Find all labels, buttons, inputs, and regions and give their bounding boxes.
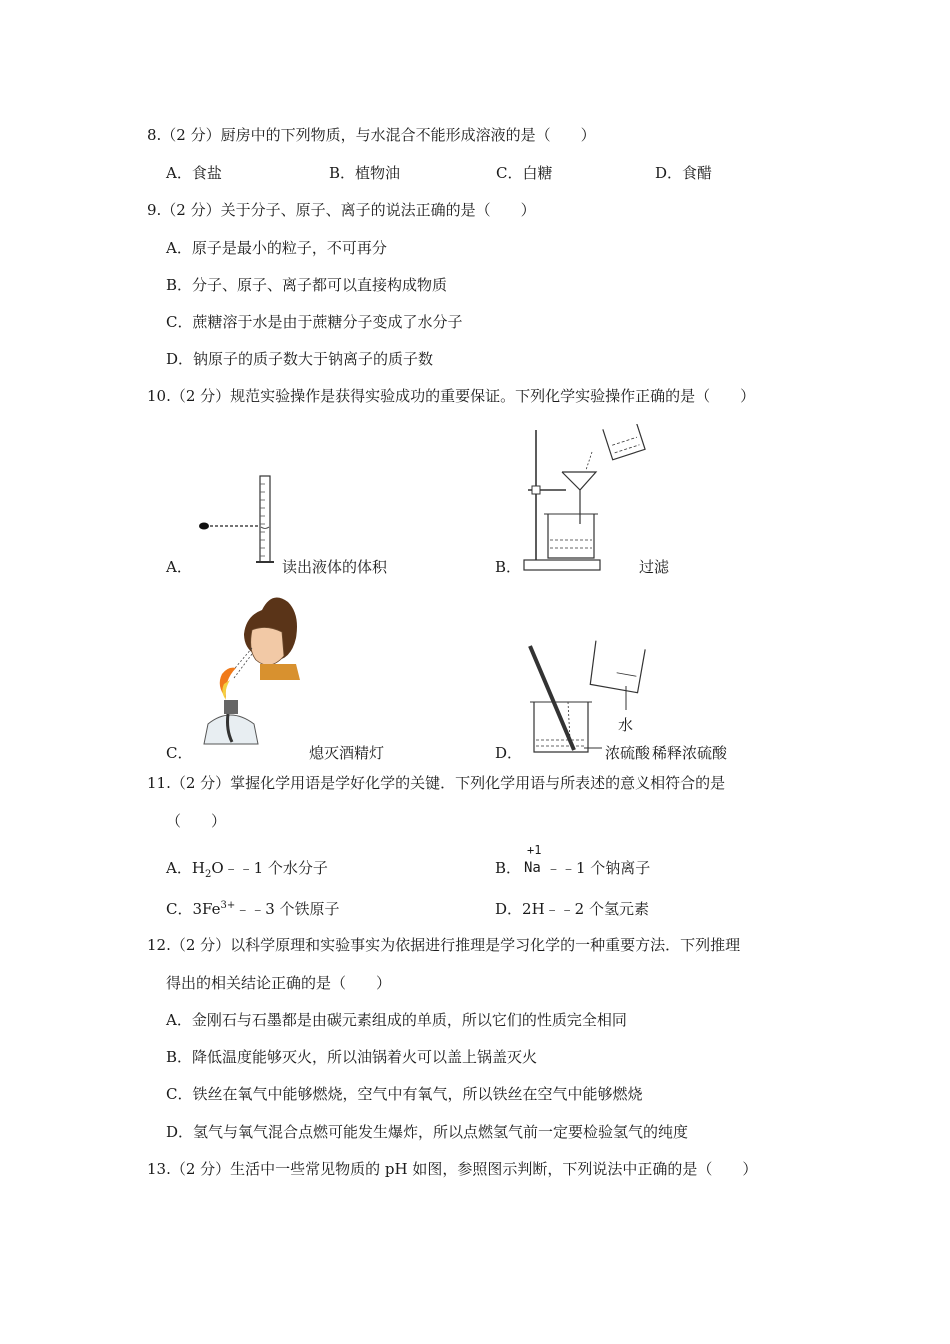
q11-option-a-letter: A．	[166, 859, 192, 877]
q12-option-d: D．氢气与氧气混合点燃可能发生爆炸，所以点燃氢气前一定要检验氢气的纯度	[166, 1123, 689, 1141]
q12-option-b: B．降低温度能够灭火，所以油锅着火可以盖上锅盖灭火	[166, 1048, 538, 1066]
q9-option-b: B．分子、原子、离子都可以直接构成物质	[166, 276, 448, 294]
q10-option-a-caption: 读出液体的体积	[282, 558, 388, 576]
q11-option-a-subscript: 2	[204, 869, 212, 880]
q10-option-c-letter: C．	[166, 744, 193, 762]
q10-option-b-letter: B．	[495, 558, 522, 576]
alcohol-lamp-blowing-illustration	[200, 594, 310, 754]
q11-option-d-text: 2H﹣﹣2 个氢元素	[522, 900, 649, 918]
q13-stem: 13.（2 分）生活中一些常见物质的 pH 如图，参照图示判断，下列说法中正确的是（ ）	[147, 1160, 758, 1178]
q11-option-a-formula: H	[191, 859, 205, 877]
q9-stem: 9.（2 分）关于分子、原子、离子的说法正确的是（ ）	[147, 201, 536, 219]
q11-option-c-meaning: ﹣﹣3 个铁原子	[235, 900, 340, 918]
q12-option-c: C．铁丝在氧气中能够燃烧，空气中有氧气，所以铁丝在空气中能够燃烧	[166, 1085, 643, 1103]
q11-stem-line2: （ ）	[166, 812, 227, 830]
q11-option-c-letter: C．	[166, 900, 193, 918]
q11-option-b-meaning: ﹣﹣1 个钠离子	[546, 859, 651, 877]
q9-option-d: D．钠原子的质子数大于钠离子的质子数	[166, 350, 434, 368]
filtration-illustration	[522, 424, 648, 574]
q11-option-a-meaning: O﹣﹣1 个水分子	[211, 859, 328, 877]
q11-option-b-charge: +1	[527, 843, 542, 857]
q11-option-b-symbol: Na	[524, 860, 541, 876]
q9-option-a: A．原子是最小的粒子，不可再分	[166, 239, 387, 257]
q11-option-a	[166, 857, 328, 880]
q8-option-b: B．植物油	[329, 164, 401, 182]
q10-stem: 10.（2 分）规范实验操作是获得实验成功的重要保证。下列化学实验操作正确的是（ ）	[147, 387, 756, 405]
q10-option-d-letter: D．	[495, 744, 523, 762]
q8-option-d: D．食醋	[655, 164, 713, 182]
q11-option-d-letter: D．	[495, 900, 523, 918]
q11-option-c-superscript: 3+	[220, 900, 236, 911]
q8-stem: 8.（2 分）厨房中的下列物质，与水混合不能形成溶液的是（ ）	[147, 126, 596, 144]
q10-option-b-caption: 过滤	[639, 558, 670, 576]
q12-stem-line1: 12.（2 分）以科学原理和实验事实为依据进行推理是学习化学的一种重要方法．下列推理	[147, 936, 741, 954]
q11-stem-line1: 11.（2 分）掌握化学用语是学好化学的关键．下列化学用语与所表述的意义相符合的是	[147, 774, 726, 792]
q10-option-a-letter: A．	[166, 558, 192, 576]
graduated-cylinder-illustration	[192, 470, 282, 570]
q11-option-b-letter: B．	[495, 859, 522, 877]
q8-option-c: C．白糖	[496, 164, 553, 182]
q12-option-a: A．金刚石与石墨都是由碳元素组成的单质，所以它们的性质完全相同	[166, 1011, 627, 1029]
concentrated-acid-label: 浓硫酸	[605, 744, 651, 762]
q10-option-d-caption: 稀释浓硫酸	[652, 744, 728, 762]
q8-option-a: A．食盐	[166, 164, 222, 182]
q9-option-c: C．蔗糖溶于水是由于蔗糖分子变成了水分子	[166, 313, 463, 331]
q10-option-c-caption: 熄灭酒精灯	[309, 744, 385, 762]
q11-option-c	[166, 898, 340, 919]
water-label: 水	[618, 716, 634, 734]
q11-option-c-formula: 3Fe	[192, 900, 221, 918]
q12-stem-line2: 得出的相关结论正确的是（ ）	[166, 974, 392, 992]
q11-option-d	[495, 898, 649, 919]
